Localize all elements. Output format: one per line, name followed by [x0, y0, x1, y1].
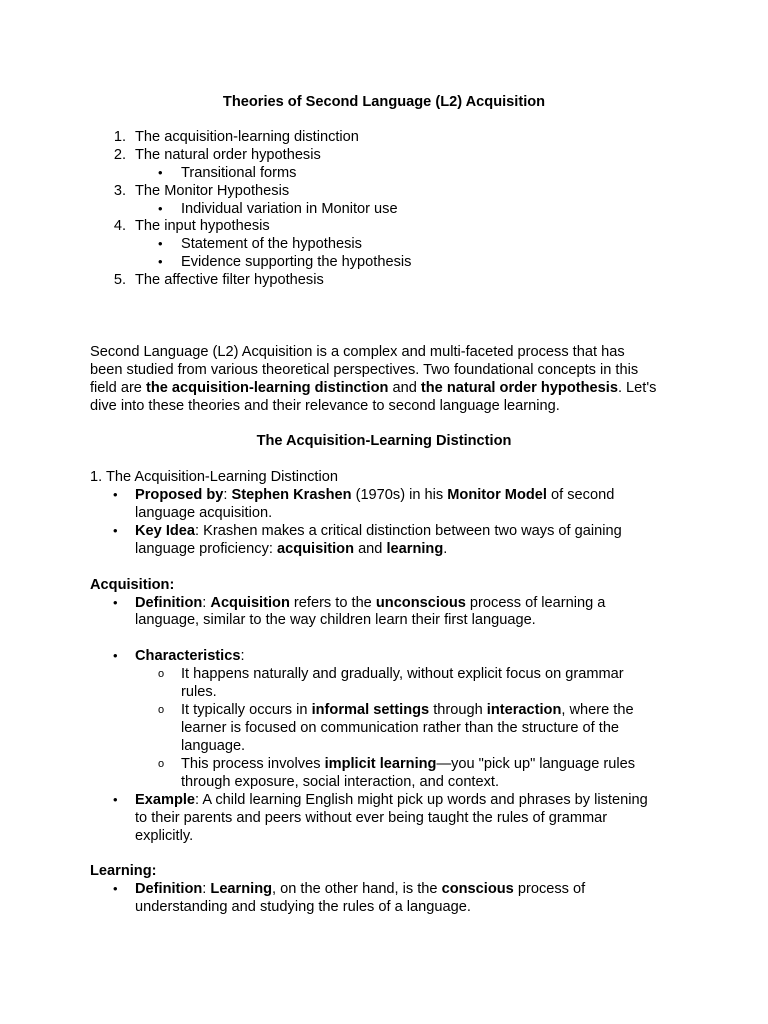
bullet-icon: • [158, 236, 163, 251]
bullet-icon: • [158, 254, 163, 269]
bullet-icon: • [158, 201, 163, 216]
bullet-icon: • [113, 595, 118, 610]
section-heading: The Acquisition-Learning Distinction [256, 433, 512, 449]
learning-heading: Learning: [90, 863, 157, 879]
document-title: Theories of Second Language (L2) Acquisition [222, 94, 546, 110]
bullet-icon: • [158, 165, 163, 180]
bullet-icon: • [113, 648, 118, 663]
acquisition-heading: Acquisition: [90, 577, 175, 593]
bullet-icon: • [113, 523, 118, 538]
circle-bullet-icon: o [158, 758, 165, 770]
document-page: Theories of Second Language (L2) Acquisition 1. The acquisition-learning distinction 2. The natural order hypothesis • Transitional forms 3. The Monitor Hypothesis • Individual variation in Monitor use 4. The input hypothesis • Statement of the hypothesis • Evidence supporting the hypothesis 5. The affective filter hypothesis Second Language (L2) Acquisition is a complex and multi-faceted process that has been studied from various theoretical perspectives. Two foundational concepts in this field are the acquisition-learning distinction and the natural order hypothesis. Let's dive into these theories and their relevance to second language learning. The Acquisition-Learning Distinction 1. The Acquisition-Learning Distinction • Proposed by: Stephen Krashen (1970s) in his Monitor Model of second language acquisition. • Key Idea: Krashen makes a critical distinction between two ways of gaining language proficiency: acquisition and learning. Acquisition: • Definition: Acquisition refers to the unconscious process of learning a language, similar to the way children learn their first language. • Characteristics: o It happens naturally and gradually, without explicit focus on grammar rules. o It typically occurs in informal settings through interaction, where the learner is focused on communication rather than the structure of the language. o This process involves implicit learning—you "pick up" language rules through exposure, social interaction, and context. • Example: A child learning English might pick up words and phrases by listening to their parents and peers without ever being taught the rules of grammar explicitly. Learning: • Definition: Learning, on the other hand, is the conscious process of understanding and studying the rules of a language. [0, 0, 768, 1024]
bullet-icon: • [113, 881, 118, 896]
circle-bullet-icon: o [158, 704, 165, 716]
bullet-icon: • [113, 792, 118, 807]
bullet-icon: • [113, 487, 118, 502]
section-subheading: 1. The Acquisition-Learning Distinction [90, 469, 338, 485]
circle-bullet-icon: o [158, 668, 165, 680]
